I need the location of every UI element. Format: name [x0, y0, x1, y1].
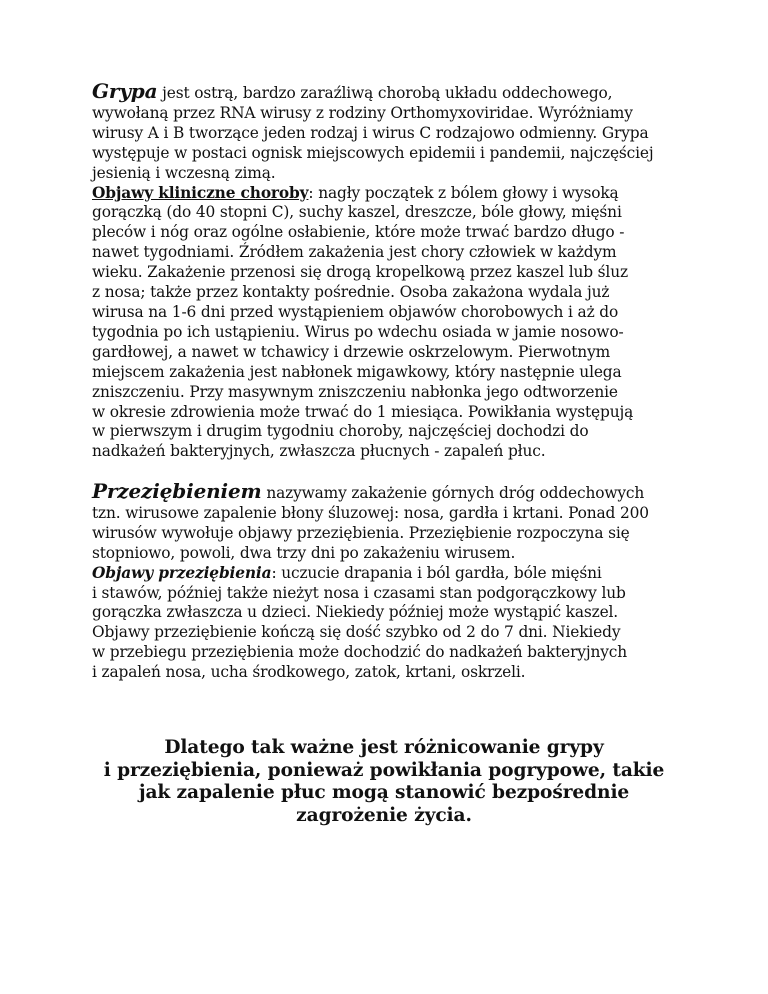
paragraph-line: Objawy przeziębienie kończą się dość szybko od 2 do 7 dni. Niekiedy: [92, 623, 621, 642]
paragraph-line: wirusów wywołuje objawy przeziębienia. Przeziębienie rozpoczyna się: [92, 523, 630, 542]
paragraph-text: jest ostrą, bardzo zaraźliwą chorobą układu oddechowego,: [157, 84, 613, 102]
paragraph-line: z nosa; także przez kontakty pośrednie. Osoba zakażona wydala już: [92, 283, 610, 302]
paragraph-line: wirusy A i B tworzące jeden rodzaj i wirus C rodzajowo odmienny. Grypa: [92, 123, 649, 142]
paragraph-line: [92, 564, 682, 584]
paragraph-line: występuje w postaci ognisk miejscowych epidemii i pandemii, najczęściej: [92, 143, 654, 162]
paragraph-line: i zapaleń nosa, ucha środkowego, zatok, krtani, oskrzeli.: [92, 663, 526, 682]
paragraph-text: : nagły początek z bólem głowy i wysoką: [308, 183, 619, 202]
paragraph-line: i stawów, później także nieżyt nosa i czasami stan podgorączkowy lub: [92, 583, 626, 602]
heading-objawy-przeziebienia: Objawy przeziębienia: [92, 563, 272, 582]
paragraph-line: gorączką (do 40 stopni C), suchy kaszel, dreszcze, bóle głowy, mięśni: [92, 203, 622, 222]
section-przeziebienie: [92, 479, 682, 683]
paragraph-line: zniszczeniu. Przy masywnym zniszczeniu nabłonka jego odtworzenie: [92, 382, 618, 401]
paragraph-text: nazywamy zakażenie górnych dróg oddechowych: [261, 484, 645, 502]
conclusion-block: [60, 737, 708, 827]
paragraph-line: nawet tygodniami. Źródłem zakażenia jest chory człowiek w każdym: [92, 243, 617, 262]
paragraph-line: pleców i nóg oraz ogólne osłabienie, które może trwać bardzo długo -: [92, 223, 625, 242]
heading-objawy-kliniczne: Objawy kliniczne choroby: [92, 183, 309, 202]
paragraph-line: [92, 79, 682, 104]
paragraph-line: w pierwszym i drugim tygodniu choroby, najczęściej dochodzi do: [92, 422, 589, 441]
paragraph-line: stopniowo, powoli, dwa trzy dni po zakażeniu wirusem.: [92, 543, 516, 562]
paragraph-line: jesienią i wczesną zimą.: [92, 163, 276, 182]
term-przeziebienie: Przeziębieniem: [92, 479, 262, 503]
paragraph-line: w okresie zdrowienia może trwać do 1 miesiąca. Powikłania występują: [92, 402, 634, 421]
paragraph-line: wywołaną przez RNA wirusy z rodziny Orthomyxoviridae. Wyróżniamy: [92, 103, 633, 122]
paragraph-line: gorączka zwłaszcza u dzieci. Niekiedy później może wystąpić kaszel.: [92, 603, 619, 622]
conclusion-line: jak zapalenie płuc mogą stanowić bezpośrednie: [138, 782, 630, 803]
paragraph-line: tzn. wirusowe zapalenie błony śluzowej: nosa, gardła i krtani. Ponad 200: [92, 503, 649, 522]
paragraph-line: [92, 479, 682, 504]
paragraph-line: wieku. Zakażenie przenosi się drogą kropelkową przez kaszel lub śluz: [92, 263, 628, 282]
paragraph-line: wirusa na 1-6 dni przed wystąpieniem objawów chorobowych i aż do: [92, 302, 619, 321]
paragraph-line: nadkażeń bakteryjnych, zwłaszcza płucnych - zapaleń płuc.: [92, 442, 546, 461]
conclusion-line: i przeziębienia, ponieważ powikłania pogrypowe, takie: [103, 759, 665, 781]
paragraph-line: w przebiegu przeziębienia może dochodzić do nadkażeń bakteryjnych: [92, 643, 627, 662]
section-grypa: [92, 79, 682, 462]
conclusion-line: zagrożenie życia.: [296, 804, 472, 826]
paragraph-line: miejscem zakażenia jest nabłonek migawkowy, który następnie ulega: [92, 362, 622, 381]
paragraph-text: : uczucie drapania i ból gardła, bóle mięśni: [271, 563, 602, 582]
paragraph-line: gardłowej, a nawet w tchawicy i drzewie oskrzelowym. Pierwotnym: [92, 342, 611, 361]
conclusion-line: Dlatego tak ważne jest różnicowanie grypy: [164, 737, 604, 758]
term-grypa: Grypa: [92, 79, 158, 103]
paragraph-line: tygodnia po ich ustąpieniu. Wirus po wdechu osiada w jamie nosowo-: [92, 322, 624, 341]
paragraph-line: [92, 184, 682, 204]
